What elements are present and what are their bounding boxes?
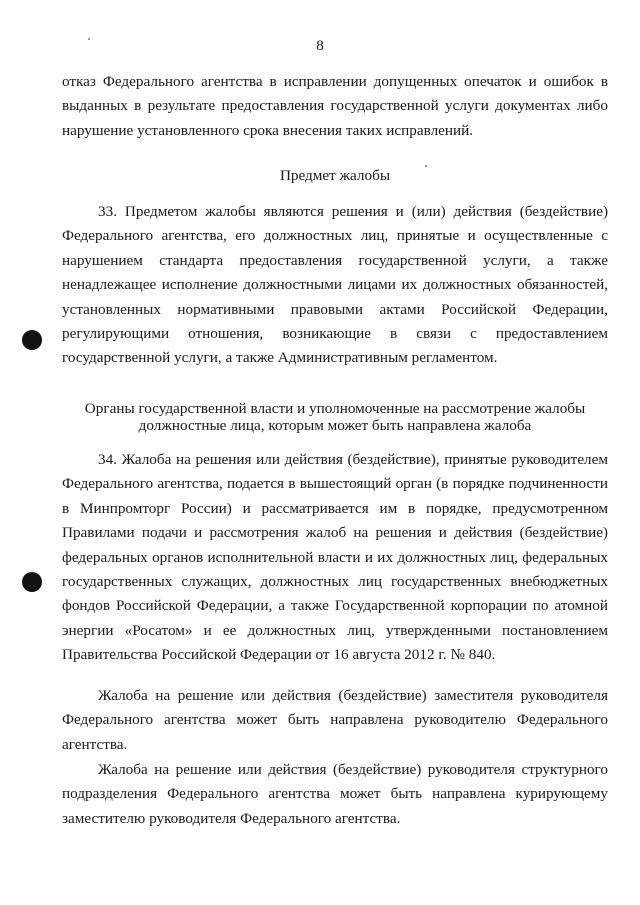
paragraph-34: 34. Жалоба на решения или действия (бездействие), принятые руководителем Федерального агентства, подается в вышестоящий орган (в порядке подчиненности в Минпромторг России) и рассматривается им в порядке, предусмотренном Правилами подачи и рассмотрения жалоб на решения и действия (бездействие) федеральных органов исполнительной власти и их должностных лиц, федеральных государственных служащих, должностных лиц государственных внебюджетных фондов Российской Федерации, а также Государственной корпорации по атомной энергии «Росатом» и ее должностных лиц, утвержденными постановлением Правительства Российской Федерации от 16 августа 2012 г. № 840. bbox=[62, 451, 608, 664]
scan-speck bbox=[88, 38, 90, 40]
section-heading-authorities bbox=[62, 400, 608, 434]
page-number: 8 bbox=[316, 38, 324, 54]
paragraph-35: Жалоба на решение или действия (бездействие) заместителя руководителя Федерального агентства может быть направлена руководителю Федерального агентства. bbox=[62, 687, 608, 753]
section-heading-authorities-line-1: Органы государственной власти и уполномоченные на рассмотрение жалобы bbox=[84, 400, 586, 417]
paragraph-36: Жалоба на решение или действия (бездействие) руководителя структурного подразделения Федерального агентства может быть направлена курирующему заместителю руководителя Федерального агентства. bbox=[62, 761, 608, 827]
punch-hole-mark bbox=[22, 330, 42, 350]
punch-hole-mark bbox=[22, 572, 42, 592]
scan-speck bbox=[425, 165, 427, 167]
section-heading-subject: Предмет жалобы bbox=[279, 167, 391, 184]
paragraph-33: 33. Предметом жалобы являются решения и (или) действия (бездействие) Федерального агентства, его должностных лиц, принятые и осуществленные с нарушением стандарта предоставления государственной услуги, а также ненадлежащее исполнение должностными лицами их должностных обязанностей, установленных нормативными правовыми актами Российской Федерации, регулирующими отношения, возникающие в связи с предоставлением государственной услуги, а также Административным регламентом. bbox=[62, 203, 608, 367]
paragraph-continuation: отказ Федерального агентства в исправлении допущенных опечаток и ошибок в выданных в результате предоставления государственной услуги документах либо нарушение установленного срока внесения таких исправлений. bbox=[62, 73, 608, 139]
section-heading-authorities-line-2: должностные лица, которым может быть направлена жалоба bbox=[138, 417, 532, 434]
